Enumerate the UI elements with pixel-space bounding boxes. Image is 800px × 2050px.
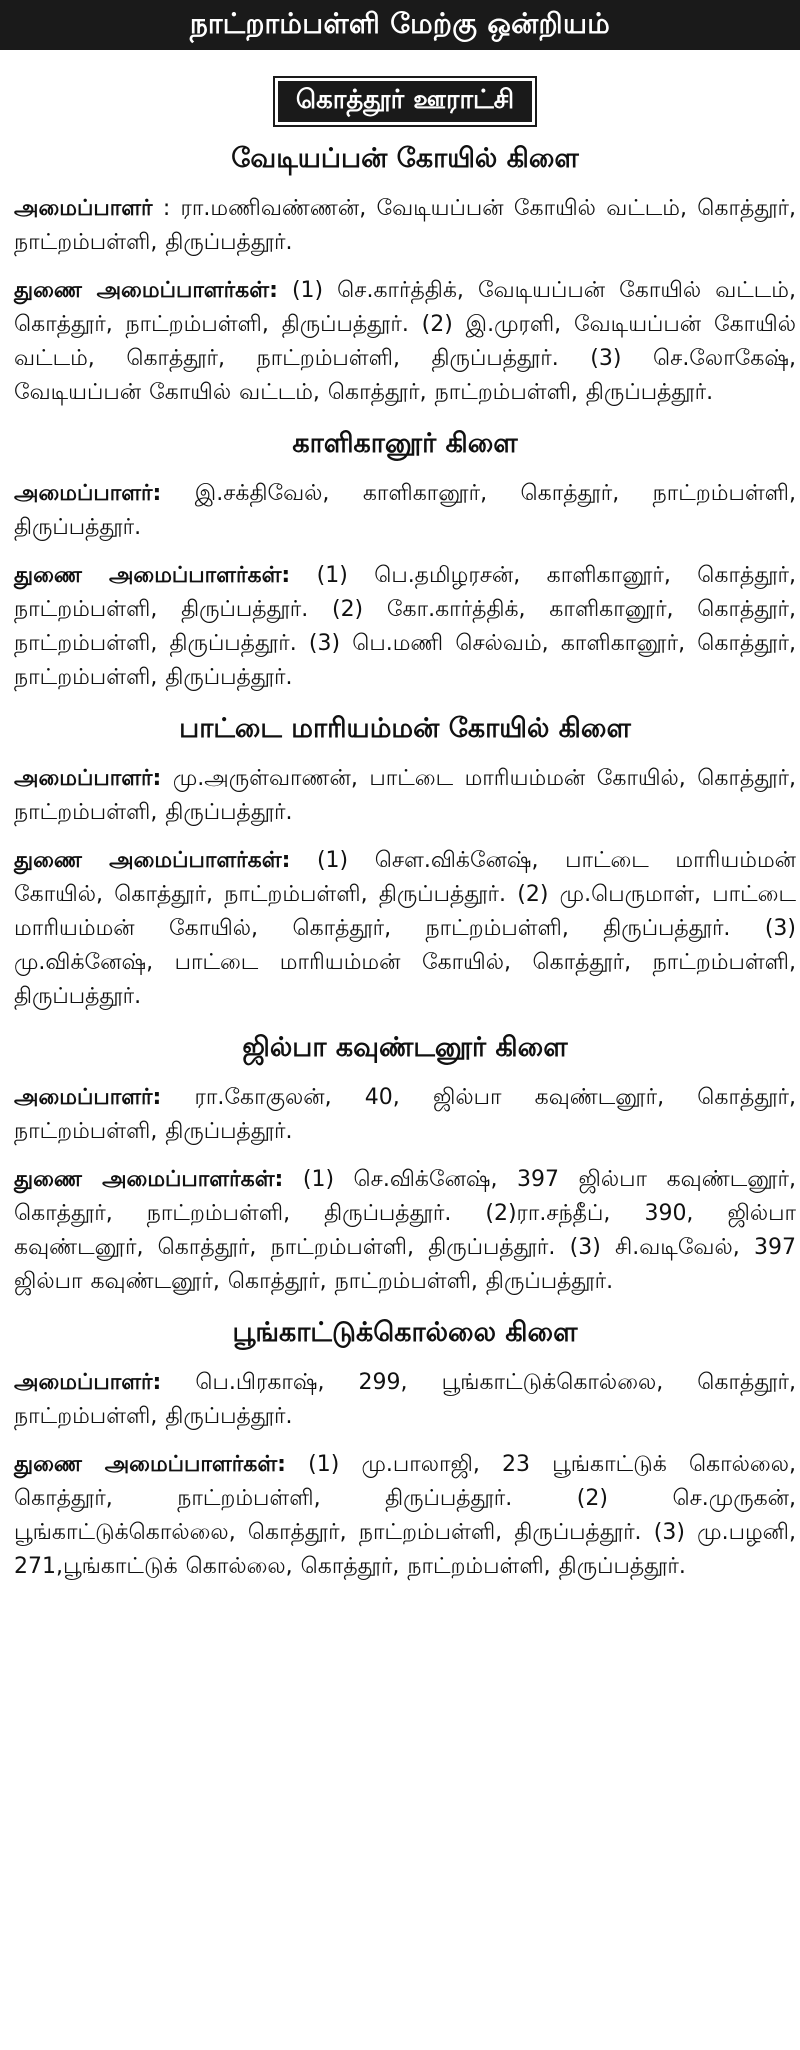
assistants-text: (1) செ.கார்த்திக், வேடியப்பன் கோயில் வட்டம், கொத்தூர், நாட்றம்பள்ளி, திருப்பத்தூர். (2) இ.முரளி, வேடியப்பன் கோயில் வட்டம், கொத்தூர், நாட்றம்பள்ளி, திருப்பத்தூர். (3) செ.லோகேஷ், வேடியப்பன் கோயில் வட்டம், கொத்தூர், நாட்றம்பள்ளி, திருப்பத்தூர். — [14, 278, 796, 405]
organizer-paragraph — [14, 762, 796, 830]
assistants-text: (1) செள.விக்னேஷ், பாட்டை மாரியம்மன் கோயில், கொத்தூர், நாட்றம்பள்ளி, திருப்பத்தூர். (2) மு.பெருமாள், பாட்டை மாரியம்மன் கோயில், கொத்தூர், நாட்றம்பள்ளி, திருப்பத்தூர். (3) மு.விக்னேஷ், பாட்டை மாரியம்மன் கோயில், கொத்தூர், நாட்றம்பள்ளி, திருப்பத்தூர். — [14, 848, 796, 1009]
branch-title: பாட்டை மாரியம்மன் கோயில் கிளை — [179, 713, 631, 744]
organizer-label: அமைப்பாளர்: — [14, 1085, 162, 1110]
organizer-text: மு.அருள்வாணன், பாட்டை மாரியம்மன் கோயில், கொத்தூர், நாட்றம்பள்ளி, திருப்பத்தூர். — [14, 766, 796, 825]
union-banner — [0, 0, 800, 50]
assistants-text: (1) மு.பாலாஜி, 23 பூங்காட்டுக் கொல்லை, கொத்தூர், நாட்றம்பள்ளி, திருப்பத்தூர். (2) செ.முருகன், பூங்காட்டுக்கொல்லை, கொத்தூர், நாட்றம்பள்ளி, திருப்பத்தூர். (3) மு.பழனி, 271,பூங்காட்டுக் கொல்லை, கொத்தூர், நாட்றம்பள்ளி, திருப்பத்தூர். — [14, 1452, 796, 1579]
assistants-paragraph — [14, 274, 796, 410]
organizer-label: அமைப்பாளர்: — [14, 481, 162, 506]
panchayat-heading-wrap — [14, 78, 796, 125]
organizer-paragraph — [14, 192, 796, 260]
union-banner-text: நாட்றாம்பள்ளி மேற்கு ஒன்றியம் — [189, 6, 611, 40]
branch-section — [14, 1317, 796, 1584]
organizer-paragraph — [14, 477, 796, 545]
organizer-paragraph — [14, 1366, 796, 1434]
branch-title: ஜில்பா கவுண்டனூர் கிளை — [242, 1032, 568, 1063]
assistants-label: துணை அமைப்பாளர்கள்: — [14, 848, 291, 873]
branch-title: காளிகானூர் கிளை — [292, 428, 518, 459]
branch-section — [14, 428, 796, 695]
assistants-label: துணை அமைப்பாளர்கள்: — [14, 563, 291, 588]
branch-section — [14, 713, 796, 1014]
organizer-paragraph — [14, 1081, 796, 1149]
assistants-paragraph — [14, 844, 796, 1014]
branch-title: பூங்காட்டுக்கொல்லை கிளை — [232, 1317, 578, 1348]
organizer-label: அமைப்பாளர்: — [14, 766, 162, 791]
branch-section — [14, 1032, 796, 1299]
assistants-paragraph — [14, 1163, 796, 1299]
assistants-label: துணை அமைப்பாளர்கள்: — [14, 1452, 286, 1477]
assistants-paragraph — [14, 1448, 796, 1584]
organizer-text: இ.சக்திவேல், காளிகானூர், கொத்தூர், நாட்றம்பள்ளி, திருப்பத்தூர். — [14, 481, 796, 540]
branch-title: வேடியப்பன் கோயில் கிளை — [231, 143, 579, 174]
organizer-text: : ரா.மணிவண்ணன், வேடியப்பன் கோயில் வட்டம், கொத்தூர், நாட்றம்பள்ளி, திருப்பத்தூர். — [14, 196, 796, 255]
panchayat-heading: கொத்தூர் ஊராட்சி — [275, 78, 535, 125]
organizer-text: ரா.கோகுலன், 40, ஜில்பா கவுண்டனூர், கொத்தூர், நாட்றம்பள்ளி, திருப்பத்தூர். — [14, 1085, 796, 1144]
branch-section — [14, 143, 796, 410]
organizer-text: பெ.பிரகாஷ், 299, பூங்காட்டுக்கொல்லை, கொத்தூர், நாட்றம்பள்ளி, திருப்பத்தூர். — [14, 1370, 796, 1429]
assistants-text: (1) பெ.தமிழரசன், காளிகானூர், கொத்தூர், நாட்றம்பள்ளி, திருப்பத்தூர். (2) கோ.கார்த்திக், காளிகானூர், கொத்தூர், நாட்றம்பள்ளி, திருப்பத்தூர். (3) பெ.மணி செல்வம், காளிகானூர், கொத்தூர், நாட்றம்பள்ளி, திருப்பத்தூர். — [14, 563, 796, 690]
assistants-label: துணை அமைப்பாளர்கள்: — [14, 1167, 284, 1192]
assistants-paragraph — [14, 559, 796, 695]
assistants-text: (1) செ.விக்னேஷ், 397 ஜில்பா கவுண்டனூர், கொத்தூர், நாட்றம்பள்ளி, திருப்பத்தூர். (2)ரா.சந்தீப், 390, ஜில்பா கவுண்டனூர், கொத்தூர், நாட்றம்பள்ளி, திருப்பத்தூர். (3) சி.வடிவேல், 397 ஜில்பா கவுண்டனூர், கொத்தூர், நாட்றம்பள்ளி, திருப்பத்தூர். — [14, 1167, 797, 1294]
organizer-label: அமைப்பாளர் — [14, 196, 153, 221]
organizer-label: அமைப்பாளர்: — [14, 1370, 162, 1395]
assistants-label: துணை அமைப்பாளர்கள்: — [14, 278, 278, 303]
